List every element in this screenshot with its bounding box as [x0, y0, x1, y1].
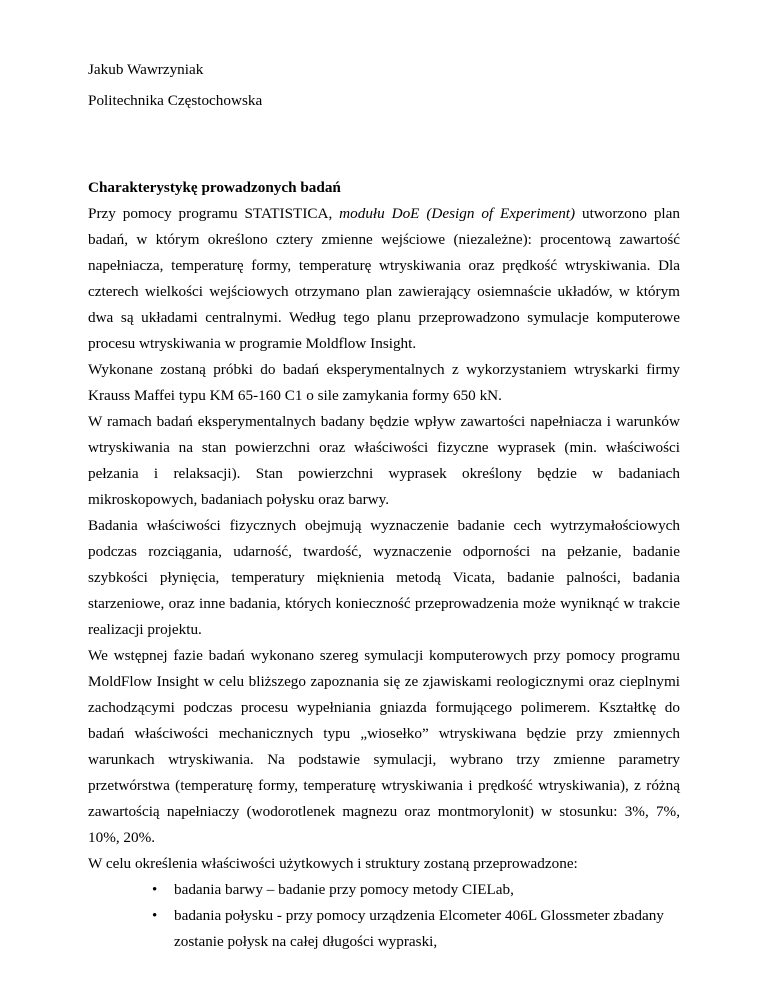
paragraph-1-text-b: utworzono plan badań, w którym określono cztery zmienne wejściowe (niezależne): procentową zawartość napełniacza, temperaturę formy, temperaturę wtryskiwania oraz prędkość wtryskiwania. Dla czterech wielkości wejściowych otrzymano plan zawierający osiemnaście układów, w którym dwa są układami centralnymi. Według tego planu przeprowadzono symulacje komputerowe procesu wtryskiwania w programie Moldflow Insight.	[88, 205, 680, 352]
bullet-icon: •	[152, 882, 158, 898]
bullet-list	[88, 877, 680, 955]
bullet-icon: •	[152, 908, 158, 924]
list-item	[88, 903, 680, 955]
list-item	[88, 877, 680, 903]
paragraph-2: Wykonane zostaną próbki do badań eksperymentalnych z wykorzystaniem wtryskarki firmy Krauss Maffei typu KM 65-160 C1 o sile zamykania formy 650 kN.	[88, 361, 680, 404]
list-item-text: badania połysku - przy pomocy urządzenia Elcometer 406L Glossmeter zbadany zostanie połysk na całej długości wypraski,	[174, 907, 664, 950]
paragraph-1	[88, 201, 680, 357]
paragraph-5: We wstępnej fazie badań wykonano szereg symulacji komputerowych przy pomocy programu MoldFlow Insight w celu bliższego zapoznania się ze zjawiskami reologicznymi oraz cieplnymi zachodzącymi podczas procesu wypełniania gniazda formującego polimerem. Kształtkę do badań właściwości mechanicznych typu „wiosełko” wtryskiwana będzie przy zmiennych warunkach wtryskiwania. Na podstawie symulacji, wybrano trzy zmienne parametry przetwórstwa (temperaturę formy, temperaturę wtryskiwania i prędkość wtryskiwania), z różną zawartością napełniaczy (wodorotlenek magnezu oraz montmorylonit) w stosunku: 3%, 7%, 10%, 20%.	[88, 647, 680, 846]
paragraph-6: W celu określenia właściwości użytkowych i struktury zostaną przeprowadzone:	[88, 855, 578, 872]
author-name: Jakub Wawrzyniak	[88, 61, 204, 78]
paragraph-3: W ramach badań eksperymentalnych badany będzie wpływ zawartości napełniacza i warunków wtryskiwania na stan powierzchni oraz właściwości fizyczne wyprasek (min. właściwości pełzania i relaksacji). Stan powierzchni wyprasek określony będzie w badaniach mikroskopowych, badaniach połysku oraz barwy.	[88, 413, 680, 508]
institution-name: Politechnika Częstochowska	[88, 92, 263, 109]
section-heading: Charakterystykę prowadzonych badań	[88, 179, 341, 196]
section-body	[88, 201, 680, 955]
paragraph-1-text-a: Przy pomocy programu STATISTICA,	[88, 205, 340, 222]
paragraph-4: Badania właściwości fizycznych obejmują wyznaczenie badanie cech wytrzymałościowych podczas rozciągania, udarność, twardość, wyznaczenie odporności na pełzanie, badanie szybkości płynięcia, temperatury mięknienia metodą Vicata, badanie palności, badania starzeniowe, oraz inne badania, których konieczność przeprowadzenia może wyniknąć w trakcie realizacji projektu.	[88, 517, 680, 638]
paragraph-1-italic: modułu DoE (Design of Experiment)	[339, 205, 576, 222]
list-item-text: badania barwy – badanie przy pomocy metody CIELab,	[174, 881, 514, 898]
